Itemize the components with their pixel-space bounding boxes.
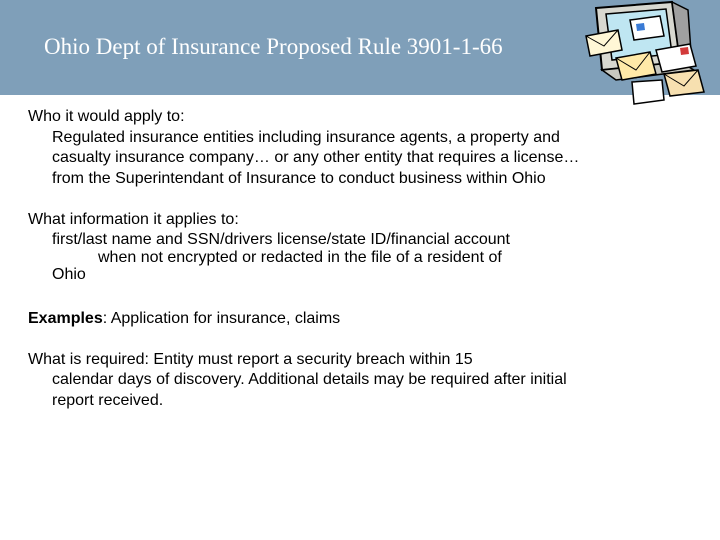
what-info-label: What information it applies to (28, 211, 235, 229)
who-colon: : (180, 108, 185, 125)
examples-section (28, 309, 588, 330)
what-info-line-1: first/last name and SSN/drivers license/state ID/financial account (52, 230, 510, 248)
slide-body (28, 107, 588, 411)
examples-label: Examples (28, 309, 103, 327)
required-section (28, 350, 588, 412)
what-info-line-2: when not encrypted or redacted in the file of a resident of (98, 248, 502, 266)
required-text: : Entity must report a security breach within 15 (144, 350, 473, 368)
computer-with-mail-icon (572, 0, 712, 108)
examples-text: : Application for insurance, claims (102, 309, 341, 327)
what-info-section (28, 210, 588, 283)
what-info-colon: : (234, 211, 239, 229)
who-section (28, 107, 588, 189)
what-info-line-3: Ohio (52, 265, 86, 283)
required-label: What is required (28, 350, 145, 368)
who-label: Who it would apply to (28, 108, 181, 125)
who-text: Regulated insurance entities including insurance agents, a property and casualty insurance company… or any other entity that requires a license… from the Superintendant of Insurance to conduct business within Ohio (52, 128, 580, 187)
required-continuation: calendar days of discovery. Additional details may be required after initial report received. (52, 371, 567, 409)
slide-title: Ohio Dept of Insurance Proposed Rule 3901-1-66 (44, 34, 503, 59)
